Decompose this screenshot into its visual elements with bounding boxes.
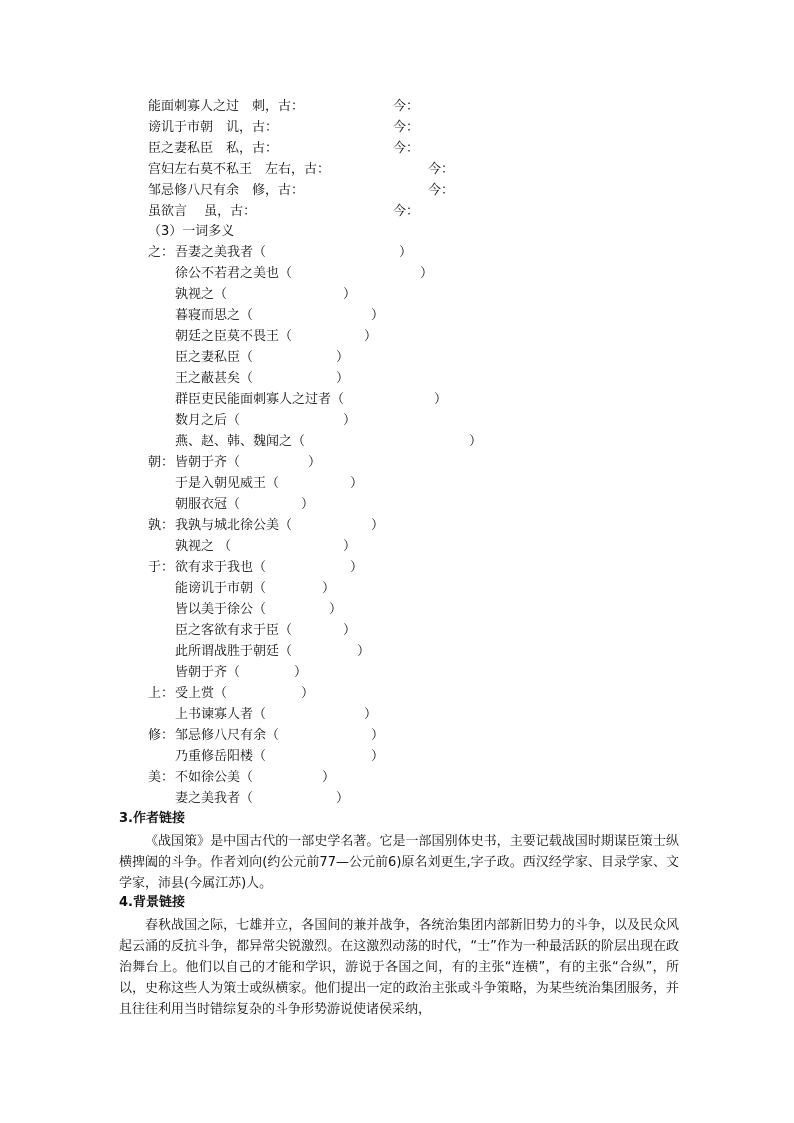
yici-close: ） — [301, 497, 315, 512]
yici-item: 皆朝于齐（ — [175, 455, 241, 470]
yici-item: 王之蔽甚矣（ — [175, 371, 254, 386]
yici-item: 于是入朝见威王（ — [175, 476, 280, 491]
yici-close: ） — [371, 749, 385, 764]
yici-close: ） — [371, 308, 385, 323]
yici-item: 能谤讥于市朝（ — [175, 581, 267, 596]
yici-close: ） — [350, 476, 364, 491]
yici-title: （3）一词多义 — [148, 224, 235, 239]
yici-head: 上： — [148, 686, 175, 701]
yici-close: ） — [399, 245, 413, 260]
yici-item: 朝服衣冠（ — [175, 497, 241, 512]
yici-item: 不如徐公美（ — [175, 770, 254, 785]
yici-close: ） — [308, 455, 322, 470]
yici-close: ） — [420, 266, 434, 281]
gujin-jin-label: 今： — [428, 162, 455, 177]
yici-close: ） — [469, 434, 483, 449]
yici-item: 燕、赵、韩、魏闻之（ — [175, 434, 306, 449]
yici-close: ） — [343, 623, 357, 638]
yici-item: 皆以美于徐公（ — [175, 602, 267, 617]
yici-head: 于： — [148, 560, 175, 575]
yici-item: 臣之妻私臣（ — [175, 350, 254, 365]
yici-item: 群臣吏民能面刺寡人之过者（ — [175, 392, 345, 407]
yici-close: ） — [371, 518, 385, 533]
yici-head: 修： — [148, 728, 175, 743]
yici-item: 徐公不若君之美也（ — [175, 266, 293, 281]
yici-item: 暮寝而思之（ — [175, 308, 254, 323]
yici-close: ） — [371, 728, 385, 743]
yici-close: ） — [434, 392, 448, 407]
yici-item: 上书谏寡人者（ — [175, 707, 267, 722]
gujin-line: 谤讥于市朝 讥，古： — [148, 120, 279, 135]
yici-close: ） — [336, 350, 350, 365]
author-text: 《战国策》是中国古代的一部史学名著。它是一部国别体史书，主要记载战国时期谋臣策士纵横捭阖的斗争。作者刘向(约公元前77—公元前6)原名刘更生,字子政。西汉经学家、目录学家、文学家，沛县(今属江苏)人。 — [119, 834, 679, 891]
yici-item: 邹忌修八尺有余（ — [175, 728, 280, 743]
yici-item: 孰视之（ — [175, 287, 228, 302]
yici-close: ） — [322, 581, 336, 596]
gujin-line: 邹忌修八尺有余 修，古： — [148, 183, 305, 198]
gujin-jin-label: 今： — [428, 183, 455, 198]
yici-item: 朝廷之臣莫不畏王（ — [175, 329, 293, 344]
gujin-jin-label: 今： — [393, 99, 420, 114]
yici-item: 孰视之 （ — [175, 539, 232, 554]
yici-item: 我孰与城北徐公美（ — [175, 518, 293, 533]
gujin-line: 能面刺寡人之过 刺，古： — [148, 99, 305, 114]
yici-close: ） — [294, 665, 308, 680]
yici-close: ） — [329, 602, 343, 617]
yici-close: ） — [343, 539, 357, 554]
yici-item: 吾妻之美我者（ — [175, 245, 267, 260]
yici-head: 之： — [148, 245, 175, 260]
yici-close: ） — [350, 560, 364, 575]
yici-item: 妻之美我者（ — [175, 791, 254, 806]
background-paragraph — [119, 915, 679, 1020]
yici-item: 此所谓战胜于朝廷（ — [175, 644, 293, 659]
yici-close: ） — [343, 413, 357, 428]
yici-item: 皆朝于齐（ — [175, 665, 241, 680]
yici-close: ） — [322, 770, 336, 785]
gujin-line: 虽欲言 虽，古： — [148, 204, 257, 219]
yici-head: 朝： — [148, 455, 175, 470]
gujin-jin-label: 今： — [393, 204, 420, 219]
yici-close: ） — [364, 329, 378, 344]
yici-item: 受上赏（ — [175, 686, 228, 701]
yici-close: ） — [336, 371, 350, 386]
author-heading: 3.作者链接 — [119, 811, 185, 826]
yici-head: 孰： — [148, 518, 175, 533]
yici-close: ） — [301, 686, 315, 701]
gujin-jin-label: 今： — [393, 120, 420, 135]
yici-item: 欲有求于我也（ — [175, 560, 267, 575]
background-text: 春秋战国之际，七雄并立，各国间的兼并战争，各统治集团内部新旧势力的斗争，以及民众风起云涌的反抗斗争，都异常尖锐激烈。在这激烈动荡的时代，“士”作为一种最活跃的阶层出现在政治舞台上。他们以自己的才能和学识，游说于各国之间，有的主张“连横”，有的主张“合纵”，所以，史称这些人为策士或纵横家。他们提出一定的政治主张或斗争策略，为某些统治集团服务，并且往往利用当时错综复杂的斗争形势游说使诸侯采纳， — [119, 918, 679, 1017]
yici-item: 数月之后（ — [175, 413, 241, 428]
yici-close: ） — [343, 287, 357, 302]
yici-item: 乃重修岳阳楼（ — [175, 749, 267, 764]
yici-item: 臣之客欲有求于臣（ — [175, 623, 293, 638]
author-paragraph — [119, 831, 679, 894]
gujin-line: 臣之妻私臣 私，古： — [148, 141, 279, 156]
yici-head: 美： — [148, 770, 175, 785]
yici-close: ） — [364, 707, 378, 722]
yici-close: ） — [357, 644, 371, 659]
gujin-line: 宫妇左右莫不私王 左右，古： — [148, 162, 331, 177]
background-heading: 4.背景链接 — [119, 895, 185, 910]
gujin-jin-label: 今： — [393, 141, 420, 156]
yici-close: ） — [336, 791, 350, 806]
